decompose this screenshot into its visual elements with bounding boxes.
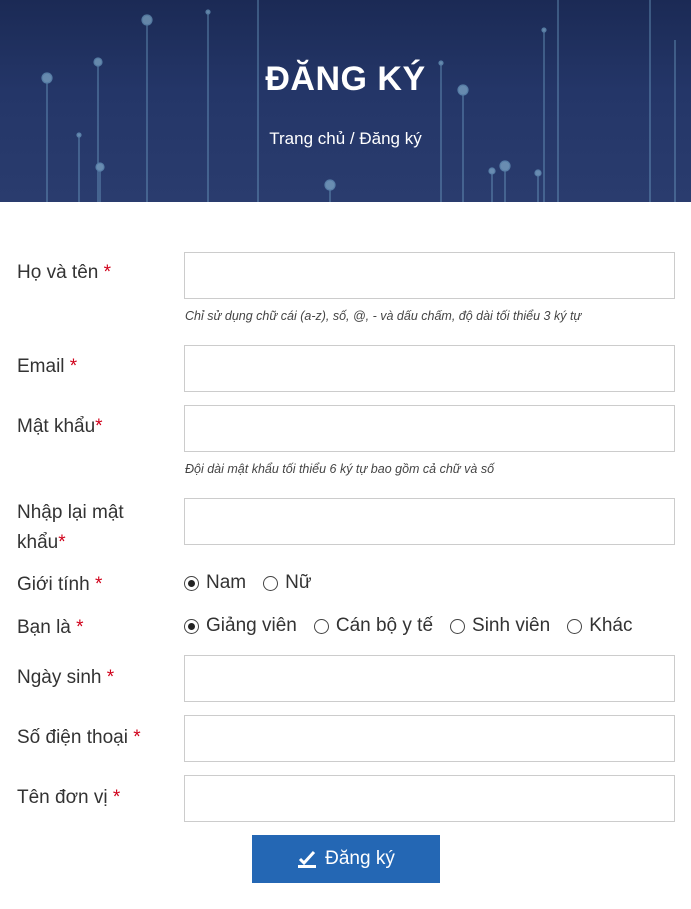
role-option-label: Giảng viên (206, 615, 297, 636)
register-submit-button[interactable] (252, 835, 440, 883)
required-marker: * (103, 262, 112, 283)
submit-label: Đăng ký (325, 848, 395, 869)
radio-unchecked-icon[interactable] (314, 619, 329, 634)
role-option-label: Khác (589, 615, 633, 636)
circuit-background-decoration (0, 0, 691, 202)
fullname-label (17, 258, 177, 288)
radio-unchecked-icon[interactable] (567, 619, 582, 634)
edit-check-icon (297, 850, 317, 868)
birthday-input[interactable] (184, 655, 675, 702)
unit-label-text: Tên đơn vị (17, 787, 108, 808)
unit-label (17, 783, 177, 813)
phone-input[interactable] (184, 715, 675, 762)
required-marker: * (133, 727, 141, 748)
radio-unchecked-icon[interactable] (450, 619, 465, 634)
breadcrumb-separator: / (345, 129, 360, 148)
fullname-input[interactable] (184, 252, 675, 299)
confirm-password-input[interactable] (184, 498, 675, 545)
role-label-text: Bạn là (17, 617, 71, 638)
role-radio-student[interactable] (450, 615, 550, 637)
radio-unchecked-icon[interactable] (263, 576, 278, 591)
birthday-label (17, 663, 177, 693)
confirm-password-label (17, 498, 177, 558)
role-radio-lecturer[interactable] (184, 615, 297, 637)
unit-input[interactable] (184, 775, 675, 822)
password-input[interactable] (184, 405, 675, 452)
required-marker: * (69, 356, 78, 377)
role-radio-group (184, 615, 633, 637)
phone-label-text: Số điện thoại (17, 727, 128, 748)
gender-radio-female[interactable] (263, 572, 311, 594)
role-option-label: Sinh viên (472, 615, 551, 636)
breadcrumb (0, 129, 691, 149)
gender-label-text: Giới tính (17, 574, 90, 595)
page-title: ĐĂNG KÝ (265, 60, 426, 98)
required-marker: * (112, 787, 121, 808)
required-marker: * (58, 532, 66, 553)
email-label (17, 352, 177, 382)
role-option-label: Cán bộ y tế (335, 615, 434, 636)
gender-option-label: Nam (206, 572, 247, 593)
password-label (17, 412, 177, 442)
radio-checked-icon[interactable] (184, 619, 199, 634)
breadcrumb-current: Đăng ký (359, 129, 422, 148)
radio-checked-icon[interactable] (184, 576, 199, 591)
page-header-banner (0, 0, 691, 202)
email-input[interactable] (184, 345, 675, 392)
breadcrumb-home-link[interactable]: Trang chủ (269, 129, 346, 148)
gender-label (17, 570, 177, 600)
password-hint: Đội dài mật khẩu tối thiểu 6 ký tự bao gồm cả chữ và số (185, 462, 495, 476)
email-label-text: Email (17, 356, 65, 377)
password-label-text: Mật khẩu (17, 416, 96, 437)
required-marker: * (76, 617, 84, 638)
required-marker: * (94, 574, 103, 595)
birthday-label-text: Ngày sinh (17, 667, 102, 688)
gender-option-label: Nữ (285, 572, 312, 593)
confirm-label-line2: khẩu (17, 532, 59, 553)
gender-radio-group (184, 572, 312, 594)
role-radio-other[interactable] (567, 615, 632, 637)
role-label (17, 613, 177, 643)
phone-label (17, 723, 177, 753)
gender-radio-male[interactable] (184, 572, 246, 594)
required-marker: * (106, 667, 115, 688)
required-marker: * (95, 416, 103, 437)
role-radio-medical-staff[interactable] (314, 615, 433, 637)
confirm-label-line1: Nhập lại mật (17, 502, 124, 523)
fullname-hint: Chỉ sử dụng chữ cái (a-z), số, @, - và dấu chấm, độ dài tối thiểu 3 ký tự (185, 309, 582, 323)
fullname-label-text: Họ và tên (17, 262, 99, 283)
